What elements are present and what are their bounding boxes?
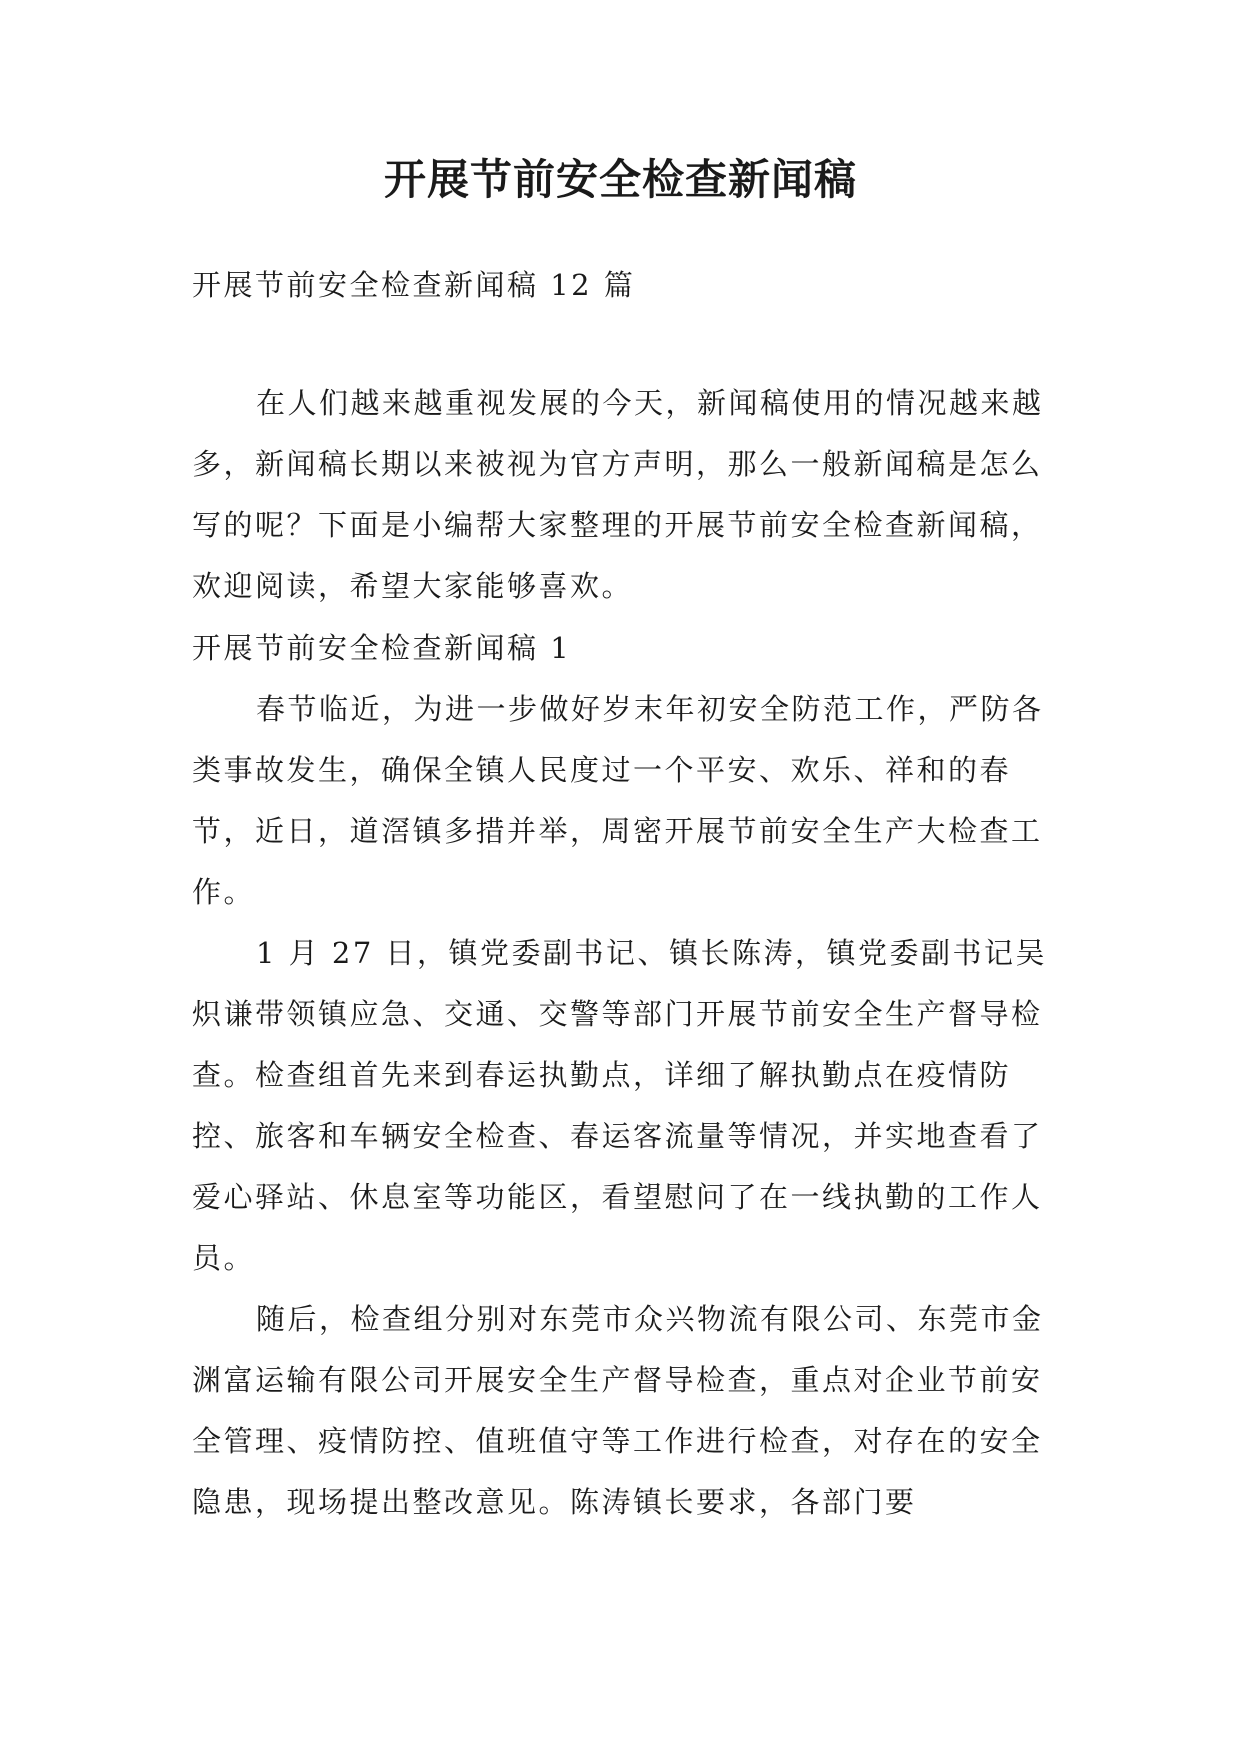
document-title: 开展节前安全检查新闻稿 <box>383 155 857 204</box>
body-paragraph: 随后，检查组分别对东莞市众兴物流有限公司、东莞市金渊富运输有限公司开展安全生产督导检查，重点对企业节前安全管理、疫情防控、值班值守等工作进行检查，对存在的安全隐患，现场提出整改意见。陈涛镇长要求，各部门要 <box>192 1302 1044 1519</box>
document-subtitle: 开展节前安全检查新闻稿 12 篇 <box>192 268 636 302</box>
body-paragraph: 春节临近，为进一步做好岁末年初安全防范工作，严防各类事故发生，确保全镇人民度过一个平安、欢乐、祥和的春节，近日，道滘镇多措并举，周密开展节前安全生产大检查工作。 <box>192 692 1044 909</box>
section-heading: 开展节前安全检查新闻稿 1 <box>192 631 572 665</box>
intro-paragraph: 在人们越来越重视发展的今天，新闻稿使用的情况越来越多，新闻稿长期以来被视为官方声明，那么一般新闻稿是怎么写的呢？下面是小编帮大家整理的开展节前安全检查新闻稿，欢迎阅读，希望大家能够喜欢。 <box>192 386 1044 603</box>
body-paragraph: 1 月 27 日，镇党委副书记、镇长陈涛，镇党委副书记吴炽谦带领镇应急、交通、交警等部门开展节前安全生产督导检查。检查组首先来到春运执勤点，详细了解执勤点在疫情防控、旅客和车辆安全检查、春运客流量等情况，并实地查看了爱心驿站、休息室等功能区，看望慰问了在一线执勤的工作人员。 <box>192 936 1048 1275</box>
